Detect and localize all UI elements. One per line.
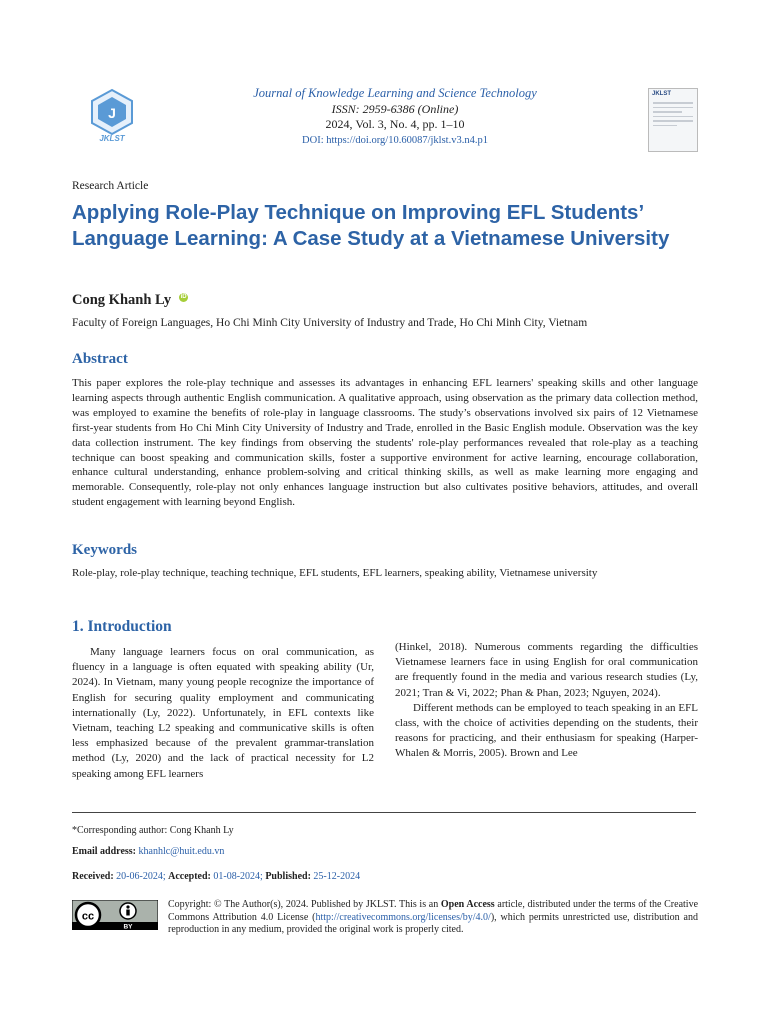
article-title: Applying Role-Play Technique on Improving EFL Students’ Language Learning: A Case Study at a Vietnamese University [72, 201, 670, 250]
author-row [72, 292, 188, 309]
copyright-text-a: Copyright: © The Author(s), 2024. Published by JKLST. This is an [168, 899, 441, 910]
affiliation: Faculty of Foreign Languages, Ho Chi Minh City University of Industry and Trade, Ho Chi Minh City, Vietnam [72, 317, 588, 329]
body-column-right [395, 640, 698, 762]
dates-row [72, 871, 360, 882]
published-label: Published: [265, 871, 311, 882]
email-label: Email address: [72, 846, 136, 857]
copyright-notice [168, 899, 698, 937]
introduction-heading: 1. Introduction [72, 618, 172, 635]
footnote-divider [72, 812, 696, 813]
open-access-label: Open Access [440, 899, 495, 910]
journal-name[interactable]: Journal of Knowledge Learning and Science Technology [253, 86, 537, 100]
body-paragraph: Many language learners focus on oral communication, as fluency in a language is often equated with speaking ability (Ur, 2024). In Vietnam, many young people recognize the importance of English for securing quality employment and communicating internationally (Ly, 2022). Unfortunately, in EFL contexts like Vietnam, teaching L2 speaking and communicative skills is often less emphasized because of the prevalent grammar-translation method (Ly, 2020) and the lack of practical necessity for L2 speaking among EFL learners [72, 646, 374, 780]
author-name: Cong Khanh Ly [72, 292, 172, 308]
received-label: Received: [72, 871, 114, 882]
published-date: 25-12-2024 [313, 871, 361, 882]
email-row [72, 846, 224, 857]
accepted-date: 01-08-2024; [213, 871, 263, 882]
copyright-text-c: ), which permits unrestricted use, distribution and reproduction in any medium, provided the original work is properly cited. [168, 911, 698, 935]
doi-link[interactable]: DOI: https://doi.org/10.60087/jklst.v3.n4.p1 [302, 134, 488, 146]
jklst-logo [84, 88, 140, 142]
abstract-text: This paper explores the role-play technique and assesses its advantages in enhancing EFL learners' speaking skills and other language learning aspects through authentic English communication. A qualitative approach, using observation as the primary data collection method, was employed to examine the benefits of role-play in language classrooms. The study’s observations involved six pairs of 12 Vietnamese first-year students from Ho Chi Minh City University of Industry and Trade, enrolled in the Basic English module. Observation was the key data collection instrument. The key findings from observing the students' role-play performances revealed that role-play as a teaching technique can boost speaking and communication skills, foster a supportive environment for active learning, encourage collaboration, enhance cultural understanding, enhance problem-solving and critical thinking skills, as well as make learning more engaging and memorable. Consequently, role-play not only enhances language instruction but also cultivates positive behaviors, attitudes, and overall student engagement with learning beyond English. [72, 377, 698, 509]
copyright-text-b: article, distributed under the terms of the Creative Commons Attribution 4.0 License ( [168, 899, 699, 923]
cc-label: cc [81, 910, 95, 923]
received-date: 20-06-2024; [116, 871, 166, 882]
body-paragraph: Different methods can be employed to teach speaking in an EFL class, with the choice of activities depending on the students, their reasons for practicing, and their enthusiasm for speaking (Harper-Whalen & Morris, 2005). Brown and Lee [395, 701, 698, 760]
license-link[interactable]: http://creativecommons.org/licenses/by/4.0/ [315, 911, 491, 923]
cover-label: JKLST [652, 91, 672, 97]
corresponding-author: *Corresponding author: Cong Khanh Ly [72, 825, 234, 836]
issn: ISSN: 2959-6386 (Online) [331, 101, 459, 116]
email-link[interactable]: khanhlc@huit.edu.vn [138, 846, 225, 857]
volume-info: 2024, Vol. 3, No. 4, pp. 1–10 [325, 117, 465, 131]
accepted-label: Accepted: [168, 871, 211, 882]
by-label: BY [123, 923, 133, 930]
logo-text: JKLST [99, 134, 125, 142]
journal-info [190, 86, 600, 148]
keywords-heading: Keywords [72, 542, 137, 558]
article-type: Research Article [72, 180, 149, 192]
body-column-left [72, 645, 374, 782]
orcid-icon[interactable]: iD [180, 294, 187, 300]
body-paragraph: (Hinkel, 2018). Numerous comments regarding the difficulties Vietnamese learners face in using English for oral communication are frequently found in the media and various research studies (Ly, 2021; Tran & Vi, 2022; Phan & Phan, 2023; Nguyen, 2024). [395, 641, 698, 699]
keywords-text: Role-play, role-play technique, teaching technique, EFL students, EFL learners, speaking ability, Vietnamese university [72, 567, 598, 579]
cc-by-license-icon[interactable] [72, 900, 158, 930]
abstract-heading: Abstract [72, 351, 128, 367]
svg-text:J: J [108, 105, 116, 121]
journal-cover-thumbnail [648, 88, 698, 152]
